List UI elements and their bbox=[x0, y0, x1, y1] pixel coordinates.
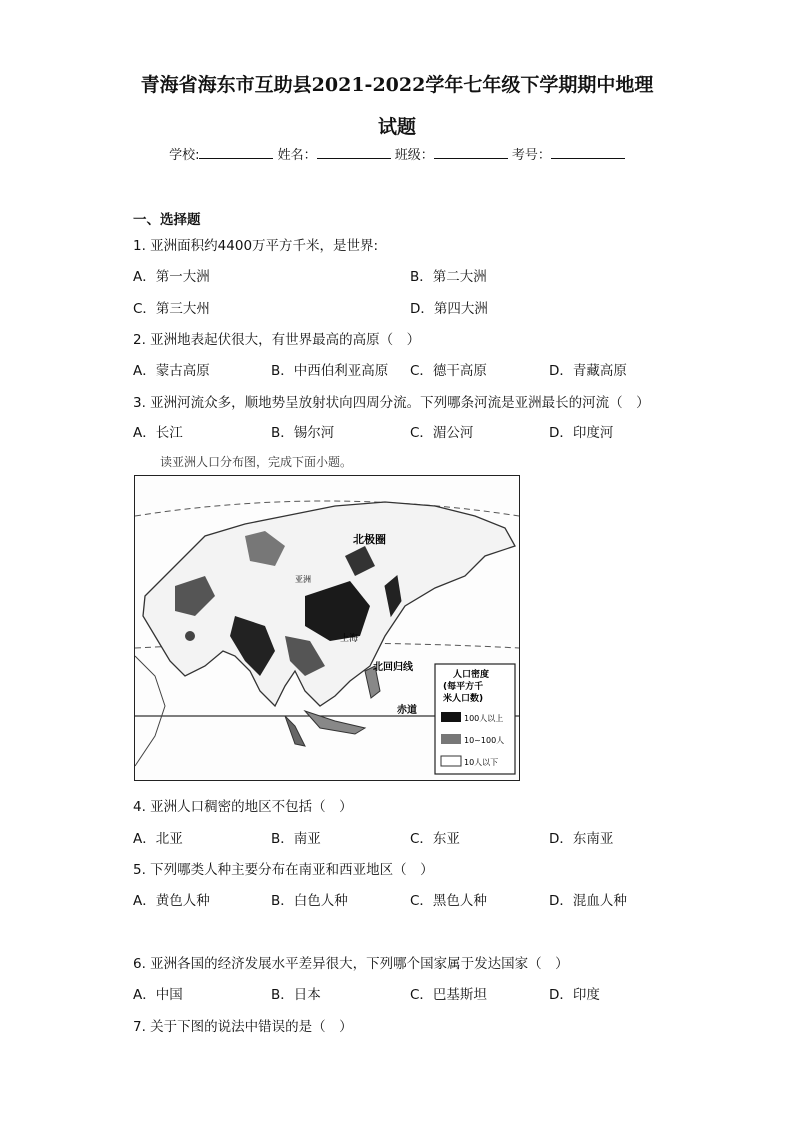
question-2-stem: 2. 亚洲地表起伏很大，有世界最高的高原（ ） bbox=[133, 332, 421, 348]
q2-option-b: B．中西伯利亚高原 bbox=[271, 363, 389, 379]
q6-option-a: A．中国 bbox=[133, 987, 183, 1003]
indonesia-shape bbox=[305, 711, 365, 734]
q4-option-d: D．东南亚 bbox=[549, 831, 614, 847]
q4-option-c: C．东亚 bbox=[410, 831, 460, 847]
q1-option-d: D．第四大洲 bbox=[410, 301, 488, 317]
q3-option-a: A．长江 bbox=[133, 425, 183, 441]
question-6-stem: 6. 亚洲各国的经济发展水平差异很大，下列哪个国家属于发达国家（ ） bbox=[133, 956, 569, 972]
legend-low: 10人以下 bbox=[464, 758, 499, 767]
asia-label: 亚洲 bbox=[295, 575, 311, 584]
q2-option-c: C．德干高原 bbox=[410, 363, 487, 379]
question-5-stem: 5. 下列哪类人种主要分布在南亚和西亚地区（ ） bbox=[133, 862, 434, 878]
page-title-continued: 试题 bbox=[377, 116, 416, 138]
q3-option-b: B．锡尔河 bbox=[271, 425, 335, 441]
legend-swatch-low bbox=[441, 756, 461, 766]
name-label: 姓名： bbox=[277, 148, 317, 163]
legend-mid: 10~100人 bbox=[464, 736, 505, 745]
arctic-label: 北极圈 bbox=[353, 533, 386, 546]
equator-label: 赤道 bbox=[397, 705, 417, 716]
page-title: 青海省海东市互助县2021-2022学年七年级下学期期中地理 bbox=[140, 74, 654, 96]
q6-option-c: C．巴基斯坦 bbox=[410, 987, 487, 1003]
legend-title-2: (每平方千 bbox=[443, 682, 484, 692]
q5-option-c: C．黑色人种 bbox=[410, 893, 487, 909]
q3-option-c: C．湄公河 bbox=[410, 425, 474, 441]
name-blank bbox=[317, 146, 391, 159]
id-label: 考号： bbox=[511, 148, 551, 163]
legend-title-1: 人口密度 bbox=[453, 670, 490, 680]
shanghai-label: 上海 bbox=[340, 634, 359, 644]
legend-high: 100人以上 bbox=[464, 714, 504, 723]
question-4-stem: 4. 亚洲人口稠密的地区不包括（ ） bbox=[133, 799, 353, 815]
legend-swatch-high bbox=[441, 712, 461, 722]
class-label: 班级： bbox=[394, 148, 434, 163]
id-blank bbox=[551, 146, 625, 159]
section-heading: 一、选择题 bbox=[133, 212, 201, 228]
asia-population-map bbox=[134, 475, 520, 781]
school-blank bbox=[199, 146, 273, 159]
q3-option-d: D．印度河 bbox=[549, 425, 614, 441]
q5-option-b: B．白色人种 bbox=[271, 893, 348, 909]
q5-option-a: A．黄色人种 bbox=[133, 893, 210, 909]
q4-option-a: A．北亚 bbox=[133, 831, 183, 847]
legend-swatch-mid bbox=[441, 734, 461, 744]
question-7-stem: 7. 关于下图的说法中错误的是（ ） bbox=[133, 1019, 353, 1035]
tropic-label: 北回归线 bbox=[373, 662, 413, 673]
sumatra-shape bbox=[285, 716, 305, 746]
middle-east-dot bbox=[185, 631, 195, 641]
map-intro: 读亚洲人口分布图，完成下面小题。 bbox=[160, 455, 353, 469]
map-drawing bbox=[135, 476, 519, 780]
q1-option-c: C．第三大州 bbox=[133, 301, 210, 317]
q2-option-d: D．青藏高原 bbox=[549, 363, 627, 379]
question-1-stem: 1. 亚洲面积约4400万平方千米，是世界: bbox=[133, 238, 379, 254]
q2-option-a: A．蒙古高原 bbox=[133, 363, 210, 379]
q6-option-d: D．印度 bbox=[549, 987, 600, 1003]
q4-option-b: B．南亚 bbox=[271, 831, 321, 847]
student-info-row bbox=[0, 144, 794, 163]
question-3-stem: 3. 亚洲河流众多，顺地势呈放射状向四周分流。下列哪条河流是亚洲最长的河流（ ） bbox=[133, 395, 650, 411]
q1-option-b: B．第二大洲 bbox=[410, 269, 487, 285]
school-label: 学校: bbox=[169, 148, 200, 163]
africa-edge bbox=[135, 656, 165, 766]
legend-title-3: 米人口数) bbox=[443, 694, 484, 704]
q6-option-b: B．日本 bbox=[271, 987, 321, 1003]
q5-option-d: D．混血人种 bbox=[549, 893, 627, 909]
q1-option-a: A．第一大洲 bbox=[133, 269, 210, 285]
class-blank bbox=[434, 146, 508, 159]
